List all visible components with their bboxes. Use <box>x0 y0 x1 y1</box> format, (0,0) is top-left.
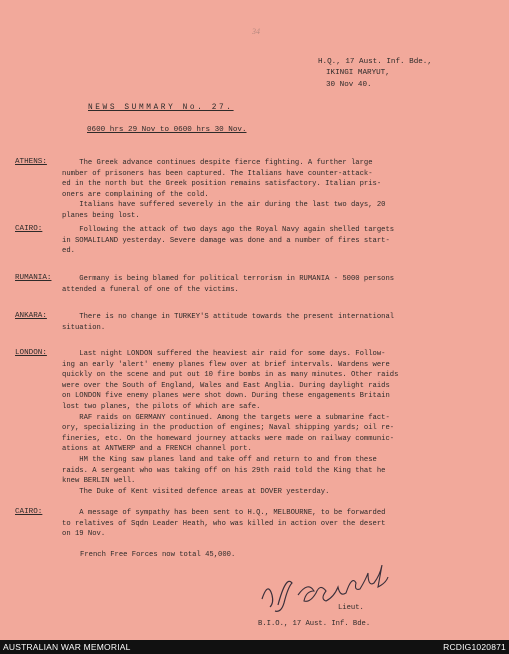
section-label-athens: ATHENS: <box>15 158 47 166</box>
hq-line: 30 Nov 40. <box>326 80 372 89</box>
hq-line: H.Q., 17 Aust. Inf. Bde., <box>318 58 432 66</box>
section-text-cairo: Following the attack of two days ago the Royal Navy again shelled targets in SOMALILAND yesterday. Severe damage was done and a number of fires start- ed. <box>62 226 395 256</box>
section-label-london: LONDON: <box>15 349 47 357</box>
document-title: NEWS SUMMARY No. 27. <box>88 104 234 112</box>
section-label-ankara: ANKARA: <box>15 312 47 320</box>
section-text-athens: The Greek advance continues despite fierce fighting. A further large number of prisoners has been captured. The Italians have counter-attack- ed in the north but the Greek position remains satisfactory. Italian pris- oners are complaining of the cold. Italians have suffered severely in the air during the last two days, 20 planes being lost. <box>62 159 386 220</box>
section-label-cairo: CAIRO: <box>15 225 43 233</box>
footer-record-id: RCDIG1020871 <box>443 642 506 652</box>
section-text-cairo-2: A message of sympathy has been sent to H.Q., MELBOURNE, to be forwarded to relatives of Sqdn Leader Heath, who was killed in action over the desert on 19 Nov. <box>62 509 386 539</box>
section-label-cairo-2: CAIRO: <box>15 508 43 516</box>
footer-institution: AUSTRALIAN WAR MEMORIAL <box>3 642 131 652</box>
hq-line: IKINGI MARYUT, <box>326 69 390 78</box>
archive-footer <box>0 640 509 654</box>
section-text-ankara: There is no change in TURKEY'S attitude towards the present international situation. <box>62 313 395 332</box>
document-period: 0600 hrs 29 Nov to 0600 hrs 30 Nov. <box>87 126 247 134</box>
handwritten-mark: 34 <box>252 27 260 36</box>
section-text-rumania: Germany is being blamed for political terrorism in RUMANIA - 5000 persons attended a funeral of one of the victims. <box>62 275 395 294</box>
hq-address-block <box>318 57 432 91</box>
section-label-rumania: RUMANIA: <box>15 274 52 282</box>
signature-rank-line <box>256 604 364 612</box>
signature-rank: Lieut. <box>337 604 364 612</box>
closing-line: French Free Forces now total 45,000. <box>80 551 236 559</box>
signature-office: B.I.O., 17 Aust. Inf. Bde. <box>258 620 371 628</box>
section-text-london: Last night LONDON suffered the heaviest air raid for some days. Follow- ing an early 'alert' enemy planes flew over at brief intervals. Wardens were quickly on the scene and put out 10 fire bombs in as many minutes. Other raids were over the South of England, Wales and East Anglia. During daylight raids on LONDON five enemy planes were shot down. During these engagements Britain lost two planes, the pilots of which are safe. RAF raids on GERMANY continued. Among the targets were a submarine fact- ory, specializing in the production of engines; Naval shipping yards; oil re- fineries, etc. On the homeward journey attacks were made on railway communic- ations at ANTWERP and a FRENCH channel port. HM the King saw planes land and take off and return to and from these raids. A sergeant who was taking off on his 29th raid told the King that he knew BERLIN well. The Duke of Kent visited defence areas at DOVER yesterday. <box>62 350 399 496</box>
